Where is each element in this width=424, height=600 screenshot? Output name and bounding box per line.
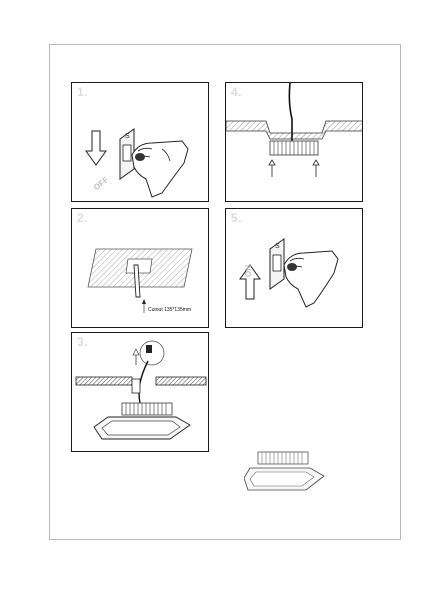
step-3-panel <box>71 332 209 452</box>
step-4-number: 4. <box>231 85 243 99</box>
step-2-panel <box>71 208 209 328</box>
connect-mount-illustration <box>72 333 209 452</box>
on-label: ON <box>244 265 253 277</box>
step-1-number: 1. <box>77 85 89 99</box>
cutout-dimension-label: Cutout 135*135mm <box>148 307 192 313</box>
step-3-number: 3. <box>77 335 89 349</box>
off-label: OFF <box>92 175 111 193</box>
finished-fixture-illustration <box>244 446 328 494</box>
step-4-panel <box>225 82 363 202</box>
step-5-panel <box>225 208 363 328</box>
switch-mark: S <box>275 243 280 250</box>
switch-mark: S <box>125 133 130 140</box>
insert-light-illustration <box>226 83 363 202</box>
step-2-number: 2. <box>77 211 89 225</box>
step-5-number: 5. <box>231 211 243 225</box>
step-1-panel <box>71 82 209 202</box>
